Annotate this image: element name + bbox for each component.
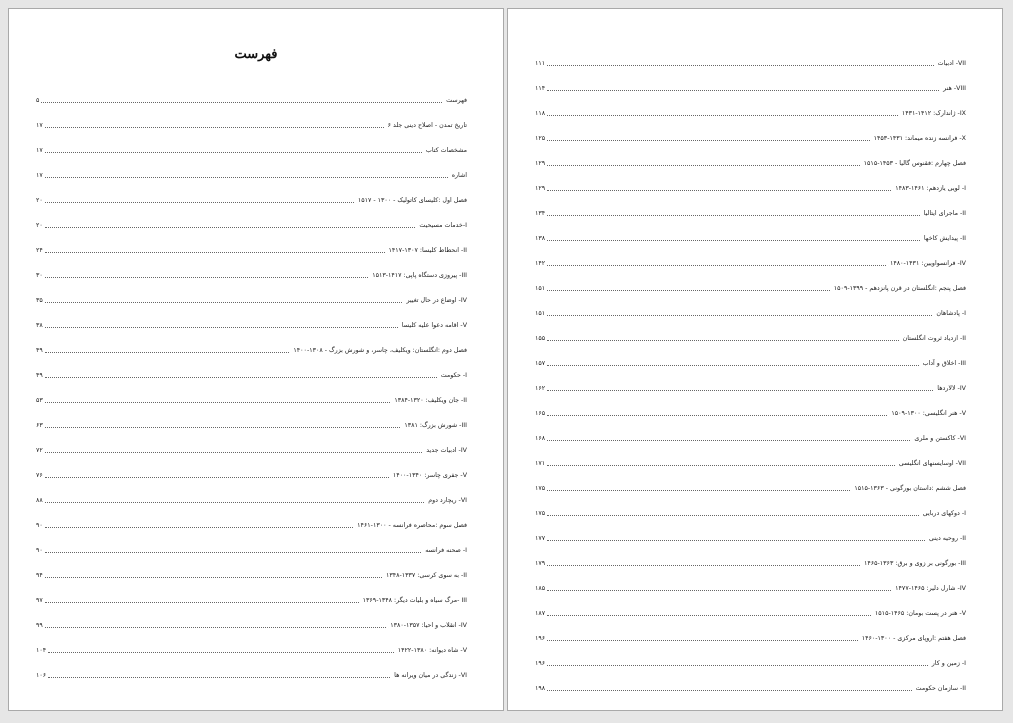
dot-leader bbox=[45, 202, 354, 203]
toc-entry-page-number: ۱۵۱ bbox=[535, 284, 546, 292]
toc-entry[interactable] bbox=[535, 242, 966, 267]
toc-entry[interactable] bbox=[535, 292, 966, 317]
toc-entry-page-number: ۴۹ bbox=[36, 371, 43, 379]
toc-entry-page-number: ۳۸ bbox=[36, 321, 43, 329]
toc-entry[interactable] bbox=[36, 154, 467, 179]
toc-entry-page-number: ۱۶۸ bbox=[535, 434, 546, 442]
toc-entry-page-number: ۱۹۶ bbox=[535, 659, 546, 667]
dot-leader bbox=[547, 540, 925, 541]
dot-leader bbox=[45, 402, 391, 403]
toc-entry-page-number: ۱۷۵ bbox=[535, 484, 546, 492]
dot-leader bbox=[547, 640, 858, 641]
dot-leader bbox=[45, 152, 422, 153]
toc-entry-title: II- پیدایش کاخها bbox=[923, 234, 966, 242]
toc-entry-page-number: ۲۰ bbox=[36, 196, 43, 204]
toc-entry-page-number: ۲۰ bbox=[36, 221, 43, 229]
toc-entry[interactable] bbox=[36, 604, 467, 629]
dot-leader bbox=[547, 140, 870, 141]
dot-leader bbox=[45, 327, 398, 328]
toc-entry-page-number: ۱۲۹ bbox=[535, 159, 546, 167]
toc-entry[interactable] bbox=[535, 167, 966, 192]
toc-entry[interactable] bbox=[535, 492, 966, 517]
toc-entry[interactable] bbox=[36, 179, 467, 204]
dot-leader bbox=[547, 690, 912, 691]
toc-entry-page-number: ۴۹ bbox=[36, 346, 43, 354]
toc-entry-page-number: ۱۱۴ bbox=[535, 84, 546, 92]
toc-entry-title: II- ازدیاد ثروت انگلستان bbox=[902, 334, 966, 342]
toc-entry-page-number: ۱۹۸ bbox=[535, 684, 546, 692]
toc-entry[interactable] bbox=[535, 142, 966, 167]
toc-entry-page-number: ۵ bbox=[36, 96, 40, 104]
dot-leader bbox=[48, 677, 390, 678]
toc-entry[interactable] bbox=[36, 129, 467, 154]
toc-entry-page-number: ۸۸ bbox=[36, 496, 43, 504]
toc-entry-title: V- هنر انگلیسی: ۱۳۰۰-۱۵۰۹ bbox=[891, 409, 966, 417]
toc-entry[interactable] bbox=[535, 467, 966, 492]
toc-entry-page-number: ۱۷ bbox=[36, 171, 43, 179]
toc-entry[interactable] bbox=[535, 92, 966, 117]
dot-leader bbox=[547, 215, 919, 216]
toc-entry-page-number: ۱۷۹ bbox=[535, 559, 546, 567]
toc-entry-title: II- روحیه دینی bbox=[929, 534, 966, 542]
toc-entry[interactable] bbox=[535, 617, 966, 642]
dot-leader bbox=[547, 290, 830, 291]
toc-entry[interactable] bbox=[36, 629, 467, 654]
toc-entry-title: III- شورش بزرگ: ۱۳۸۱ bbox=[404, 421, 467, 429]
dot-leader bbox=[547, 115, 898, 116]
toc-entry-title: III- پیروزی دستگاه پاپی: ۱۴۱۷-۱۵۱۳ bbox=[372, 271, 467, 279]
toc-entry[interactable] bbox=[535, 417, 966, 442]
toc-entry-title: فصل ششم :داستان بورگونی - ۱۳۶۳-۱۵۱۵ bbox=[854, 484, 966, 492]
dot-leader bbox=[45, 177, 448, 178]
toc-entry-title: VI- ریچارد دوم bbox=[428, 496, 467, 504]
toc-entry[interactable] bbox=[535, 342, 966, 367]
dot-leader bbox=[45, 227, 416, 228]
toc-entry[interactable] bbox=[36, 329, 467, 354]
toc-entry-page-number: ۱۷۱ bbox=[535, 459, 546, 467]
dot-leader bbox=[547, 665, 928, 666]
toc-entry-page-number: ۱۶۲ bbox=[535, 384, 546, 392]
toc-entry-title: مشخصات کتاب bbox=[425, 146, 467, 154]
toc-entry[interactable] bbox=[36, 554, 467, 579]
dot-leader bbox=[547, 465, 895, 466]
toc-entry-title: IX- ژاندارک: ۱۴۱۲-۱۴۳۱ bbox=[901, 109, 966, 117]
dot-leader bbox=[547, 315, 932, 316]
toc-entry-title: II- ماجرای ایتالیا bbox=[923, 209, 966, 217]
toc-entry-title: IV- اوضاع در حال تغییر bbox=[406, 296, 467, 304]
document-page-right bbox=[507, 8, 1003, 711]
toc-entry-title: I- زمین و کار bbox=[931, 659, 966, 667]
toc-entry[interactable] bbox=[36, 504, 467, 529]
toc-entry-title: فصل چهارم :فقنوس گالیا - ۱۴۵۳-۱۵۱۵ bbox=[863, 159, 966, 167]
dot-leader bbox=[547, 590, 891, 591]
toc-entry-title: فهرست bbox=[446, 96, 467, 104]
toc-entry-page-number: ۱۶۵ bbox=[535, 409, 546, 417]
dot-leader bbox=[45, 302, 403, 303]
toc-entry-title: VII- ادبیات bbox=[937, 59, 966, 67]
toc-entry[interactable] bbox=[535, 117, 966, 142]
dot-leader bbox=[45, 602, 359, 603]
toc-entry[interactable] bbox=[36, 404, 467, 429]
dot-leader bbox=[547, 490, 850, 491]
toc-list-left bbox=[36, 79, 467, 679]
toc-entry-page-number: ۷۲ bbox=[36, 446, 43, 454]
toc-entry[interactable] bbox=[36, 454, 467, 479]
dot-leader bbox=[45, 577, 382, 578]
dot-leader bbox=[547, 265, 886, 266]
document-page-left bbox=[8, 8, 504, 711]
toc-entry-title: IV- انقلاب و احیا: ۱۳۵۷-۱۳۸۰ bbox=[390, 621, 467, 629]
toc-entry-title: IV- شارل دلیر: ۱۴۶۵-۱۴۷۷ bbox=[895, 584, 966, 592]
toc-entry-page-number: ۱۲۵ bbox=[535, 134, 546, 142]
toc-entry-page-number: ۱۸۵ bbox=[535, 584, 546, 592]
toc-entry-page-number: ۹۰ bbox=[36, 521, 43, 529]
toc-entry[interactable] bbox=[535, 442, 966, 467]
toc-entry-page-number: ۱۷۵ bbox=[535, 509, 546, 517]
toc-entry-title: فصل سوم :محاصره فرانسه - ۱۳۰۰-۱۴۶۱ bbox=[357, 521, 467, 529]
toc-entry-title: فصل پنجم :انگلستان در قرن پانزدهم - ۱۳۹۹-۱۵۰۹ bbox=[833, 284, 966, 292]
toc-entry[interactable] bbox=[535, 267, 966, 292]
dot-leader bbox=[45, 502, 424, 503]
dot-leader bbox=[45, 477, 389, 478]
toc-entry-title: تاریخ تمدن - اصلاح دینی جلد ۶ bbox=[387, 121, 467, 129]
dot-leader bbox=[547, 615, 871, 616]
toc-entry-page-number: ۹۷ bbox=[36, 596, 43, 604]
dot-leader bbox=[547, 390, 933, 391]
dot-leader bbox=[547, 165, 860, 166]
dot-leader bbox=[45, 277, 368, 278]
toc-entry[interactable] bbox=[36, 229, 467, 254]
toc-entry-title: I- صحنه فرانسه bbox=[425, 546, 467, 554]
toc-entry-page-number: ۱۷۷ bbox=[535, 534, 546, 542]
dot-leader bbox=[547, 90, 939, 91]
toc-entry-page-number: ۱۴۲ bbox=[535, 259, 546, 267]
toc-entry-page-number: ۹۹ bbox=[36, 621, 43, 629]
toc-entry-title: II- سازمان حکومت bbox=[915, 684, 966, 692]
toc-entry[interactable] bbox=[36, 354, 467, 379]
toc-entry[interactable] bbox=[535, 542, 966, 567]
toc-entry[interactable] bbox=[535, 67, 966, 92]
dot-leader bbox=[45, 252, 385, 253]
dot-leader bbox=[45, 552, 421, 553]
dot-leader bbox=[41, 102, 442, 103]
toc-entry-page-number: ۹۴ bbox=[36, 571, 43, 579]
toc-entry[interactable] bbox=[36, 254, 467, 279]
toc-entry-title: III -مرگ سیاه و بلیات دیگر: ۱۳۴۸-۱۳۶۹ bbox=[362, 596, 467, 604]
toc-entry-title: I- پادشاهان bbox=[936, 309, 966, 317]
toc-entry-page-number: ۱۰۴ bbox=[36, 646, 47, 654]
toc-entry-page-number: ۱۵۷ bbox=[535, 359, 546, 367]
dot-leader bbox=[547, 190, 891, 191]
toc-entry[interactable] bbox=[36, 379, 467, 404]
toc-entry-page-number: ۲۴ bbox=[36, 246, 43, 254]
toc-entry-title: VI- زندگی در میان ویرانه ها bbox=[394, 671, 467, 679]
toc-entry-page-number: ۱۹۶ bbox=[535, 634, 546, 642]
toc-entry[interactable] bbox=[535, 667, 966, 692]
toc-entry[interactable] bbox=[535, 567, 966, 592]
toc-entry-page-number: ۱۸۷ bbox=[535, 609, 546, 617]
toc-entry-title: IV- لالاردها bbox=[937, 384, 966, 392]
dot-leader bbox=[45, 377, 437, 378]
toc-entry-title: II- جان ویکلیف: ۱۳۲۰-۱۳۸۴ bbox=[394, 396, 467, 404]
toc-entry-title: I- دوکهای دربایی bbox=[922, 509, 966, 517]
toc-entry-title: X- فرانسه زنده میماند: ۱۴۳۱-۱۴۵۳ bbox=[873, 134, 966, 142]
toc-entry[interactable] bbox=[36, 429, 467, 454]
toc-entry[interactable] bbox=[535, 592, 966, 617]
toc-entry-title: II- انحطاط کلیسا: ۱۳۰۷-۱۴۱۷ bbox=[388, 246, 467, 254]
toc-entry-title: V- هنر در پست بومان: ۱۴۶۵-۱۵۱۵ bbox=[874, 609, 966, 617]
toc-entry-page-number: ۱۱۸ bbox=[535, 109, 546, 117]
toc-entry-title: فصل دوم :انگلستان: ویکلیف، چاسر، و شورش بزرگ - ۱۳۰۸-۱۴۰۰ bbox=[293, 346, 467, 354]
toc-entry[interactable] bbox=[36, 79, 467, 104]
toc-entry-title: فصل هفتم :اروپای مرکزی - ۱۳۰۰-۱۴۶۰ bbox=[861, 634, 966, 642]
toc-entry[interactable] bbox=[36, 579, 467, 604]
toc-entry[interactable] bbox=[535, 217, 966, 242]
toc-entry[interactable] bbox=[535, 317, 966, 342]
dot-leader bbox=[547, 65, 933, 66]
toc-entry[interactable] bbox=[36, 279, 467, 304]
dot-leader bbox=[547, 240, 920, 241]
toc-entry-title: II- به سوی کرسی: ۱۳۳۷-۱۳۴۸ bbox=[385, 571, 467, 579]
page-title: فهرست bbox=[234, 47, 278, 62]
toc-entry[interactable] bbox=[36, 654, 467, 679]
toc-entry-title: V- اقامه دعوا علیه کلیسا bbox=[401, 321, 467, 329]
dot-leader bbox=[45, 127, 384, 128]
dot-leader bbox=[45, 427, 401, 428]
toc-list-right bbox=[535, 42, 966, 692]
toc-entry-title: IV- فرانسواویین: ۱۴۳۱-۱۴۸۰ bbox=[889, 259, 966, 267]
toc-entry-page-number: ۳۰ bbox=[36, 271, 43, 279]
toc-entry-page-number: ۷۶ bbox=[36, 471, 43, 479]
toc-entry-title: I-خدمات مسیحیت bbox=[419, 221, 467, 229]
toc-entry-page-number: ۳۵ bbox=[36, 296, 43, 304]
toc-entry[interactable] bbox=[36, 104, 467, 129]
toc-entry-title: VI- کاکستن و ملری bbox=[914, 434, 966, 442]
toc-entry[interactable] bbox=[36, 204, 467, 229]
toc-entry-page-number: ۹۰ bbox=[36, 546, 43, 554]
toc-entry-page-number: ۱۱۱ bbox=[535, 59, 546, 67]
toc-entry-page-number: ۱۳۸ bbox=[535, 234, 546, 242]
dot-leader bbox=[45, 527, 353, 528]
toc-entry-title: فصل اول :کلیسای کاتولیک - ۱۳۰۰ - ۱۵۱۷ bbox=[357, 196, 467, 204]
toc-entry-title: III- بورگونی بر زوی و برق: ۱۳۶۳-۱۴۶۵ bbox=[863, 559, 966, 567]
toc-entry-page-number: ۱۲۹ bbox=[535, 184, 546, 192]
toc-entry-page-number: ۱۷ bbox=[36, 121, 43, 129]
dot-leader bbox=[547, 415, 887, 416]
toc-entry[interactable] bbox=[535, 367, 966, 392]
toc-entry-page-number: ۱۰۶ bbox=[36, 671, 47, 679]
dot-leader bbox=[45, 627, 386, 628]
dot-leader bbox=[45, 452, 422, 453]
toc-entry[interactable] bbox=[535, 392, 966, 417]
dot-leader bbox=[547, 565, 860, 566]
dot-leader bbox=[547, 340, 898, 341]
toc-entry-title: I- لویی یازدهم: ۱۴۶۱-۱۴۸۳ bbox=[895, 184, 966, 192]
toc-entry-title: VII- اوسایسنهای انگلیسی bbox=[898, 459, 966, 467]
dot-leader bbox=[547, 440, 910, 441]
toc-entry-title: VIII- هنر bbox=[943, 84, 966, 92]
dot-leader bbox=[547, 365, 918, 366]
toc-entry-title: V- شاه دیوانه: ۱۳۸۰-۱۴۲۲ bbox=[397, 646, 467, 654]
toc-entry-page-number: ۵۳ bbox=[36, 396, 43, 404]
toc-entry[interactable] bbox=[36, 479, 467, 504]
toc-entry[interactable] bbox=[535, 642, 966, 667]
toc-entry-title: IV- ادبیات جدید bbox=[426, 446, 467, 454]
toc-entry-page-number: ۱۵۵ bbox=[535, 334, 546, 342]
toc-entry-title: V- جفری چاسر: ۱۳۴۰-۱۴۰۰ bbox=[392, 471, 467, 479]
toc-entry[interactable] bbox=[36, 304, 467, 329]
toc-entry[interactable] bbox=[36, 529, 467, 554]
toc-entry[interactable] bbox=[535, 517, 966, 542]
toc-entry[interactable] bbox=[535, 192, 966, 217]
toc-entry-page-number: ۱۳۴ bbox=[535, 209, 546, 217]
toc-entry-page-number: ۶۳ bbox=[36, 421, 43, 429]
toc-entry-title: I- حکومت bbox=[440, 371, 467, 379]
toc-entry[interactable] bbox=[535, 42, 966, 67]
toc-entry-page-number: ۱۵۱ bbox=[535, 309, 546, 317]
toc-entry-title: اشاره bbox=[451, 171, 467, 179]
dot-leader bbox=[48, 652, 394, 653]
dot-leader bbox=[547, 515, 919, 516]
dot-leader bbox=[45, 352, 290, 353]
toc-entry-page-number: ۱۷ bbox=[36, 146, 43, 154]
toc-entry-title: III- اخلاق و آداب bbox=[922, 359, 966, 367]
